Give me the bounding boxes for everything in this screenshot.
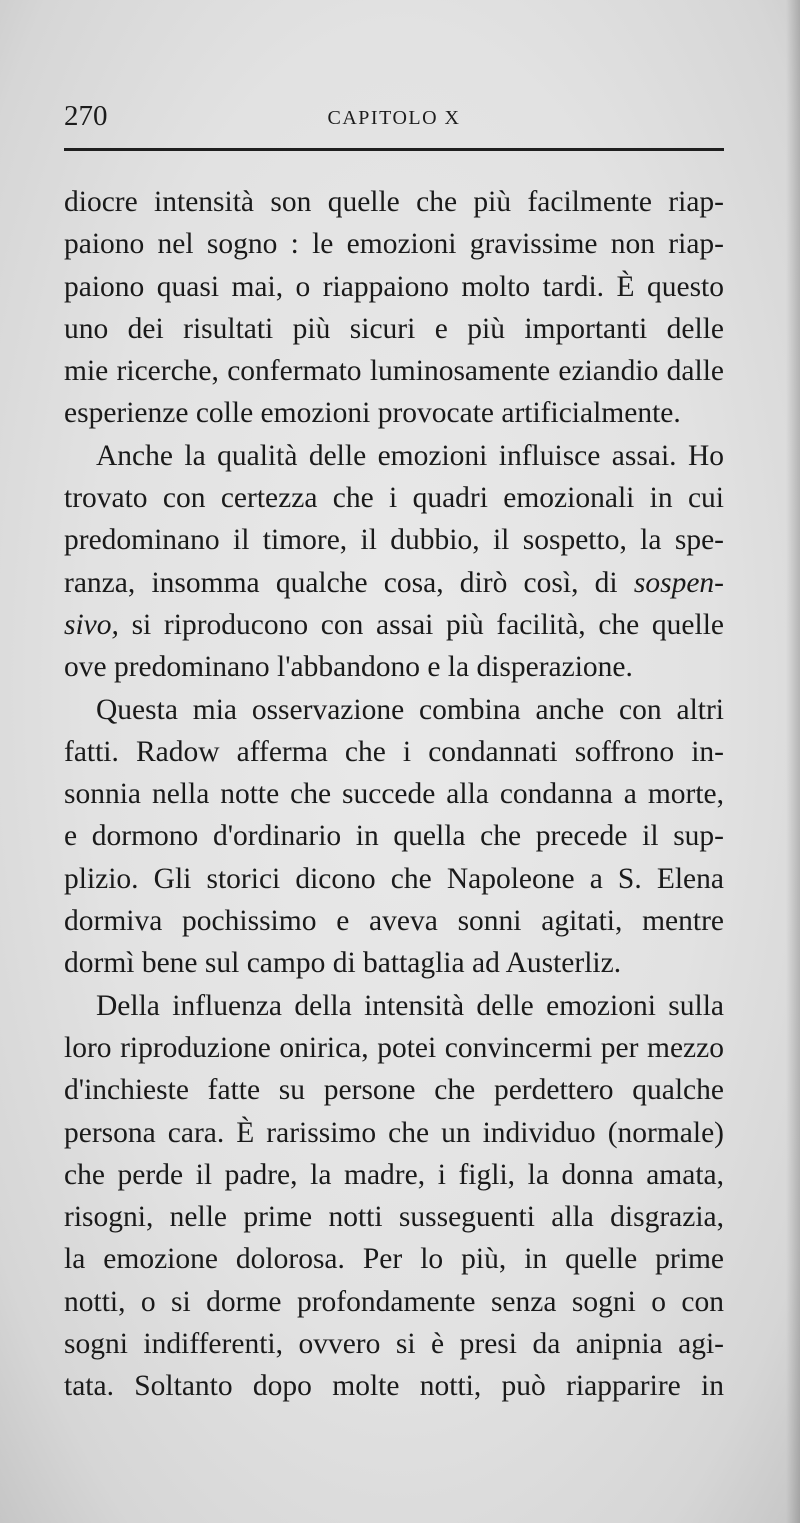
page-edge-shadow bbox=[786, 0, 800, 1523]
text-line: sonnia nella notte che succede alla condanna a morte, bbox=[64, 778, 724, 811]
text-line: e dormono d'ordinario in quella che precede il sup- bbox=[64, 820, 724, 853]
text-line-mixed bbox=[64, 604, 724, 646]
text-line: esperienze colle emozioni provocate artificialmente. bbox=[64, 397, 681, 430]
text-line: tata. Soltanto dopo molte notti, può riapparire in bbox=[64, 1370, 724, 1403]
text-line: dormiva pochissimo e aveva sonni agitati, mentre bbox=[64, 905, 724, 938]
italic-word: sospen- bbox=[633, 566, 724, 599]
text-line: diocre intensità son quelle che più facilmente riap- bbox=[64, 186, 724, 218]
text-line: la emozione dolorosa. Per lo più, in quelle prime bbox=[64, 1243, 724, 1276]
text-line: ove predominano l'abbandono e la disperazione. bbox=[64, 651, 633, 684]
text-line: dormì bene sul campo di battaglia ad Austerliz. bbox=[64, 947, 622, 980]
text-line-mixed bbox=[64, 562, 724, 604]
body-text bbox=[64, 181, 724, 1408]
text-line: Anche la qualità delle emozioni influisce assai. Ho bbox=[96, 439, 724, 472]
text-line: Questa mia osservazione combina anche con altri bbox=[96, 693, 724, 726]
text-line: d'inchieste fatte su persone che perdettero qualche bbox=[64, 1074, 724, 1107]
text-line: paiono quasi mai, o riappaiono molto tardi. È questo bbox=[64, 270, 724, 303]
text-line: paiono nel sogno : le emozioni gravissime non riap- bbox=[64, 228, 724, 261]
text-line: plizio. Gli storici dicono che Napoleone a S. Elena bbox=[64, 862, 724, 895]
text-line: che perde il padre, la madre, i figli, la donna amata, bbox=[64, 1158, 724, 1191]
text-line: sogni indifferenti, ovvero si è presi da anipnia agi- bbox=[64, 1328, 724, 1361]
text-line: notti, o si dorme profondamente senza sogni o con bbox=[64, 1285, 724, 1318]
text-line: loro riproduzione onirica, potei convincermi per mezzo bbox=[64, 1031, 724, 1064]
text-line: risogni, nelle prime notti susseguenti alla disgrazia, bbox=[64, 1201, 724, 1234]
italic-word: sivo, bbox=[64, 608, 119, 641]
text-line: fatti. Radow afferma che i condannati soffrono in- bbox=[64, 735, 724, 768]
text-line: uno dei risultati più sicuri e più importanti delle bbox=[64, 312, 724, 345]
text-line: Della influenza della intensità delle emozioni sulla bbox=[96, 989, 724, 1022]
running-head: CAPITOLO X bbox=[327, 107, 461, 129]
page-header bbox=[64, 96, 724, 136]
text-line: persona cara. È rarissimo che un individuo (normale) bbox=[64, 1116, 724, 1149]
text-line: mie ricerche, confermato luminosamente eziandio dalle bbox=[64, 355, 724, 388]
page-number: 270 bbox=[64, 100, 108, 132]
text-line: predominano il timore, il dubbio, il sospetto, la spe- bbox=[64, 524, 724, 557]
text-fragment: si riproducono con assai più facilità, che quelle bbox=[131, 608, 725, 641]
text-fragment: ranza, insomma qualche cosa, dirò così, di bbox=[64, 566, 618, 599]
header-rule bbox=[64, 148, 724, 151]
text-line: trovato con certezza che i quadri emozionali in cui bbox=[64, 482, 724, 515]
